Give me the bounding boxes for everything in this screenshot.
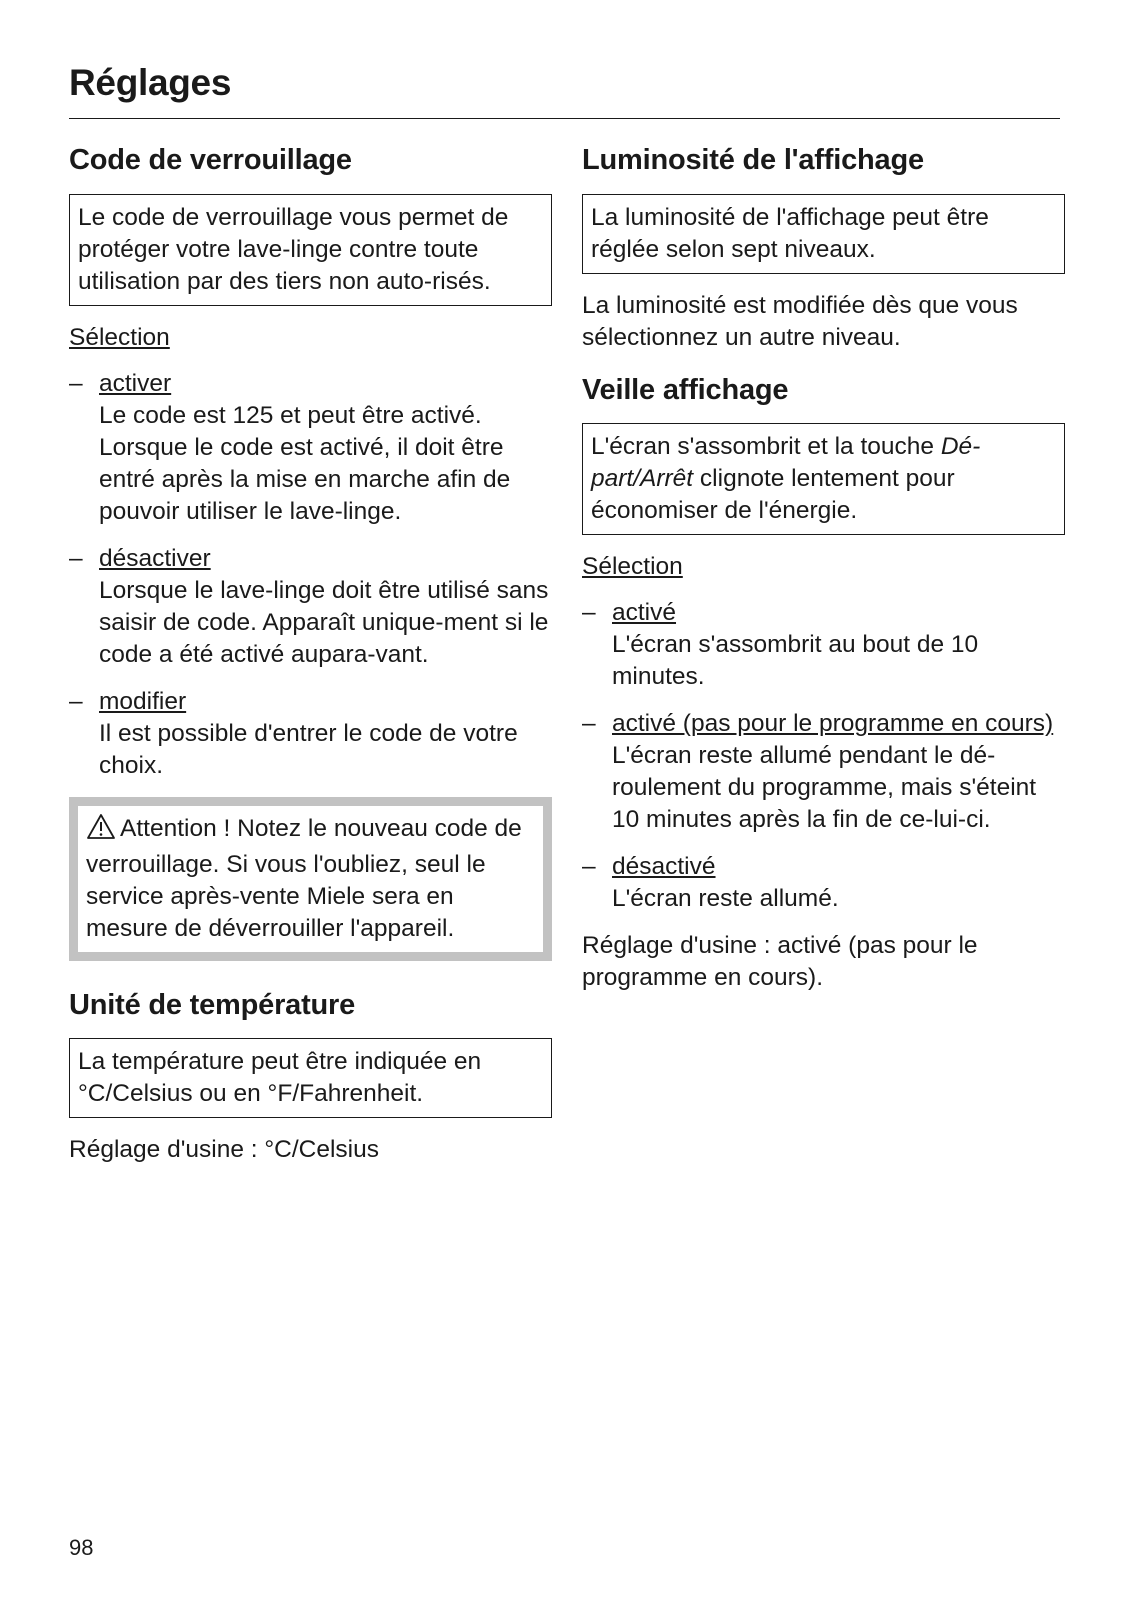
dash-bullet: – [582,599,596,627]
temperature-unit-intro-box: La température peut être indiquée en °C/Celsius ou en °F/Fahrenheit. [69,1038,552,1118]
list-item [69,686,552,782]
section-display-brightness [582,142,1065,354]
display-brightness-heading: Luminosité de l'affichage [582,144,924,176]
standby-intro-after: clignote lentement pour économiser de l'énergie. [591,465,955,525]
warning-text: Attention ! Notez le nouveau code de verrouillage. Si vous l'oubliez, seul le service après-vente Miele sera en mesure de déverrouiller l'appareil. [86,814,522,942]
page-number: 98 [69,1535,94,1560]
option-label: désactivé [612,853,716,881]
option-description: L'écran reste allumé. [612,885,839,913]
standby-key-name: Dé-part/Arrêt [591,433,981,493]
display-brightness-intro-box: La luminosité de l'affichage peut être réglée selon sept niveaux. [582,194,1065,274]
option-description: Le code est 125 et peut être activé. Lorsque le code est activé, il doit être entré après la mise en marche afin de pouvoir utiliser le lave-linge. [99,401,511,525]
option-description: Il est possible d'entrer le code de votre choix. [99,719,518,779]
option-label: désactiver [99,544,211,572]
dash-bullet: – [69,369,83,397]
section-temperature-unit [69,987,552,1167]
option-label: activer [99,369,172,397]
option-label: activé [612,599,677,627]
dash-bullet: – [582,853,596,881]
option-description: L'écran s'assombrit au bout de 10 minutes. [612,631,979,691]
list-item [582,597,1065,693]
standby-intro-before: L'écran s'assombrit et la touche [591,433,941,461]
dash-bullet: – [582,710,596,738]
option-label: activé (pas pour le programme en cours) [612,710,1054,738]
title-divider [69,118,1060,119]
section-lock-code [69,142,552,961]
temperature-factory-setting: Réglage d'usine : °C/Celsius [69,1136,379,1164]
display-standby-selection-label: Sélection [582,553,683,581]
right-column [582,142,1065,1012]
section-display-standby [582,372,1065,995]
display-standby-options [582,597,1065,915]
list-item [582,851,1065,915]
display-brightness-note: La luminosité est modifiée dès que vous sélectionnez un autre niveau. [582,291,1018,351]
warning-triangle-icon [86,813,116,849]
left-column [69,142,552,1184]
list-item [582,708,1065,836]
lock-code-heading: Code de verrouillage [69,144,352,176]
dash-bullet: – [69,687,83,715]
lock-code-selection-label: Sélection [69,323,170,351]
dash-bullet: – [69,544,83,572]
option-description: Lorsque le lave-linge doit être utilisé sans saisir de code. Apparaît unique-ment si le code a été activé aupara-vant. [99,576,549,668]
standby-factory-setting: Réglage d'usine : activé (pas pour le programme en cours). [582,932,978,992]
warning-box [69,797,552,961]
option-label: modifier [99,687,187,715]
list-item [69,368,552,528]
list-item [69,543,552,671]
lock-code-intro-box: Le code de verrouillage vous permet de protéger votre lave-linge contre toute utilisation par des tiers non auto-risés. [69,194,552,306]
option-description: L'écran reste allumé pendant le dé-roulement du programme, mais s'éteint 10 minutes après la fin de ce-lui-ci. [612,742,1037,834]
display-standby-heading: Veille affichage [582,373,789,406]
temperature-unit-heading: Unité de température [69,988,356,1021]
lock-code-options [69,368,552,782]
display-standby-intro-box [582,423,1065,535]
page-title: Réglages [69,62,232,103]
